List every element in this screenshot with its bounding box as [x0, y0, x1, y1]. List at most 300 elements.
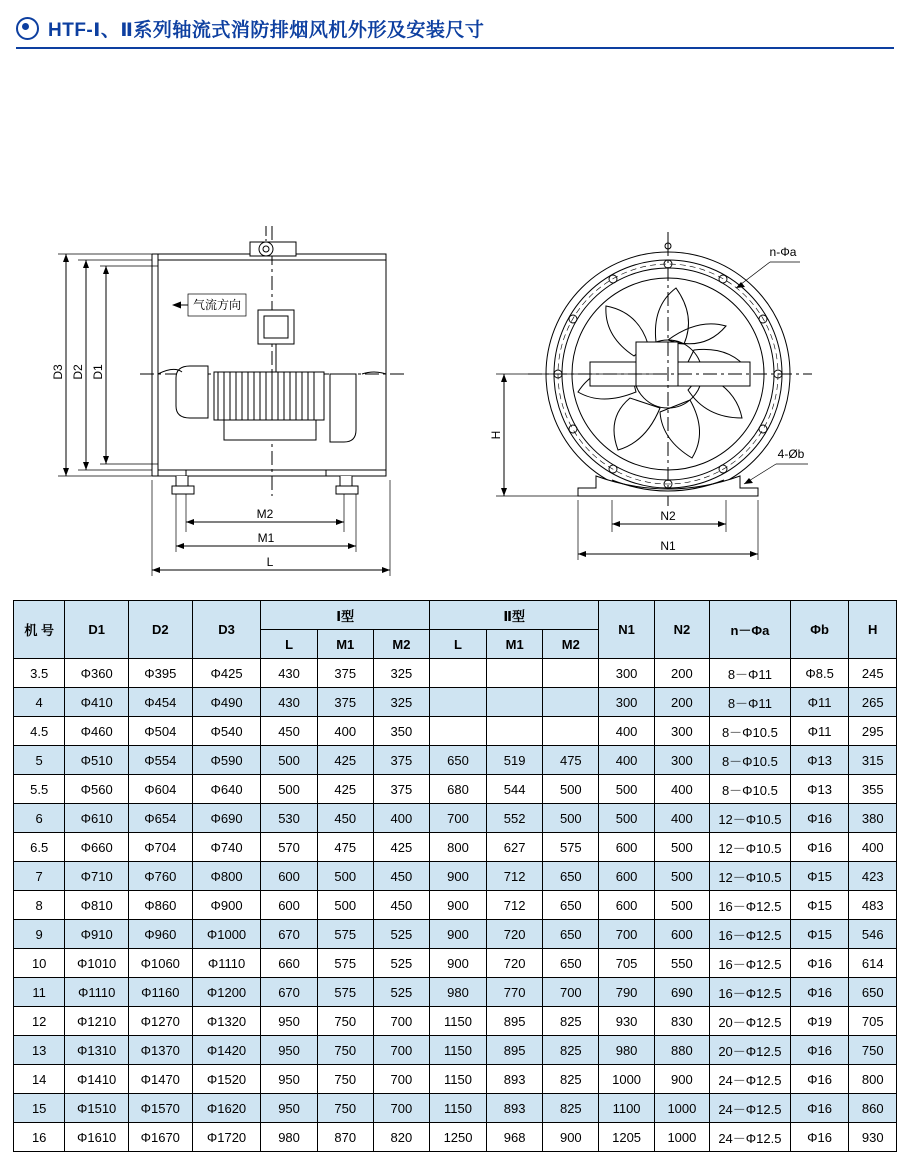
cell-n2: 400	[654, 804, 709, 833]
cell-n1: 1100	[599, 1094, 654, 1123]
cell-n1: 400	[599, 717, 654, 746]
table-row	[14, 833, 897, 862]
cell-model: 12	[14, 1007, 65, 1036]
cell-h: 800	[849, 1065, 897, 1094]
cell-type1-l: 450	[261, 717, 317, 746]
cell-n2: 550	[654, 949, 709, 978]
cell-type2-m1: 552	[487, 804, 543, 833]
cell-n2: 200	[654, 688, 709, 717]
cell-d1: Φ1210	[65, 1007, 129, 1036]
cell-type2-m2: 650	[543, 949, 599, 978]
cell-n2: 200	[654, 659, 709, 688]
cell-type2-m1	[487, 659, 543, 688]
cell-type2-m1: 720	[487, 920, 543, 949]
cell-type1-m2: 525	[373, 978, 429, 1007]
table-row	[14, 978, 897, 1007]
cell-n1: 300	[599, 688, 654, 717]
cell-n2: 400	[654, 775, 709, 804]
cell-d1: Φ1310	[65, 1036, 129, 1065]
cell-d1: Φ1110	[65, 978, 129, 1007]
header-divider	[16, 47, 894, 49]
th-n2: N2	[654, 601, 709, 659]
cell-n2: 500	[654, 862, 709, 891]
cell-n2: 300	[654, 746, 709, 775]
cell-n-phi-a: 12－Φ10.5	[710, 804, 791, 833]
cell-n1: 930	[599, 1007, 654, 1036]
cell-phi-b: Φ16	[790, 949, 849, 978]
cell-h: 265	[849, 688, 897, 717]
cell-n1: 300	[599, 659, 654, 688]
cell-type1-l: 600	[261, 862, 317, 891]
cell-type1-l: 950	[261, 1094, 317, 1123]
cell-type2-l: 900	[429, 891, 486, 920]
cell-type1-l: 660	[261, 949, 317, 978]
cell-n2: 690	[654, 978, 709, 1007]
cell-h: 750	[849, 1036, 897, 1065]
cell-n1: 705	[599, 949, 654, 978]
dim-m2-label: M2	[256, 507, 274, 521]
cell-type2-l: 700	[429, 804, 486, 833]
cell-type2-m1: 895	[487, 1036, 543, 1065]
dim-d3-label: D3	[51, 364, 65, 380]
cell-phi-b: Φ15	[790, 891, 849, 920]
cell-d1: Φ410	[65, 688, 129, 717]
cell-type2-m2	[543, 717, 599, 746]
cell-type1-m1: 425	[317, 775, 373, 804]
table-row	[14, 920, 897, 949]
th-d2: D2	[128, 601, 192, 659]
table-row	[14, 1036, 897, 1065]
cell-h: 614	[849, 949, 897, 978]
cell-type1-m2: 325	[373, 688, 429, 717]
cell-type2-l: 900	[429, 862, 486, 891]
cell-n1: 700	[599, 920, 654, 949]
cell-model: 11	[14, 978, 65, 1007]
th-type1-m2: M2	[373, 630, 429, 659]
cell-model: 8	[14, 891, 65, 920]
cell-type1-l: 980	[261, 1123, 317, 1152]
cell-model: 4	[14, 688, 65, 717]
cell-d3: Φ425	[192, 659, 261, 688]
cell-type2-m2: 825	[543, 1065, 599, 1094]
cell-h: 705	[849, 1007, 897, 1036]
cell-n1: 500	[599, 804, 654, 833]
cell-type2-m1	[487, 688, 543, 717]
cell-type1-m2: 375	[373, 775, 429, 804]
cell-d2: Φ860	[128, 891, 192, 920]
cell-d2: Φ1160	[128, 978, 192, 1007]
cell-type2-m2	[543, 659, 599, 688]
cell-h: 245	[849, 659, 897, 688]
cell-type1-l: 950	[261, 1007, 317, 1036]
cell-model: 4.5	[14, 717, 65, 746]
cell-n2: 500	[654, 833, 709, 862]
cell-d2: Φ1470	[128, 1065, 192, 1094]
cell-type1-m2: 425	[373, 833, 429, 862]
cell-type1-m2: 450	[373, 891, 429, 920]
cell-d2: Φ760	[128, 862, 192, 891]
cell-n2: 880	[654, 1036, 709, 1065]
cell-n-phi-a: 8－Φ11	[710, 659, 791, 688]
table-row	[14, 659, 897, 688]
th-h: H	[849, 601, 897, 659]
cell-type1-m1: 575	[317, 978, 373, 1007]
th-type1-m1: M1	[317, 630, 373, 659]
cell-d1: Φ1410	[65, 1065, 129, 1094]
cell-n-phi-a: 8－Φ10.5	[710, 775, 791, 804]
cell-model: 5.5	[14, 775, 65, 804]
technical-drawing	[0, 56, 910, 596]
cell-n-phi-a: 12－Φ10.5	[710, 833, 791, 862]
cell-n2: 1000	[654, 1123, 709, 1152]
cell-n1: 500	[599, 775, 654, 804]
table-row	[14, 1065, 897, 1094]
table-row	[14, 746, 897, 775]
dim-l-label: L	[266, 555, 274, 569]
cell-type2-l: 1150	[429, 1036, 486, 1065]
cell-type1-m2: 525	[373, 949, 429, 978]
dim-h-label: H	[489, 430, 503, 440]
cell-phi-b: Φ16	[790, 1123, 849, 1152]
page-title: HTF-Ⅰ、Ⅱ系列轴流式消防排烟风机外形及安装尺寸	[48, 20, 485, 41]
cell-d1: Φ610	[65, 804, 129, 833]
cell-d2: Φ504	[128, 717, 192, 746]
cell-h: 483	[849, 891, 897, 920]
table-row	[14, 717, 897, 746]
cell-type2-m1: 519	[487, 746, 543, 775]
cell-type1-l: 430	[261, 659, 317, 688]
cell-type2-m1: 712	[487, 862, 543, 891]
cell-n2: 830	[654, 1007, 709, 1036]
cell-d2: Φ395	[128, 659, 192, 688]
cell-h: 315	[849, 746, 897, 775]
cell-n1: 1205	[599, 1123, 654, 1152]
table-row	[14, 688, 897, 717]
cell-type2-m1: 712	[487, 891, 543, 920]
cell-d3: Φ540	[192, 717, 261, 746]
cell-d2: Φ1570	[128, 1094, 192, 1123]
cell-type2-l: 900	[429, 920, 486, 949]
cell-type2-m2	[543, 688, 599, 717]
cell-type1-m1: 500	[317, 891, 373, 920]
cell-phi-b: Φ16	[790, 1036, 849, 1065]
cell-n2: 600	[654, 920, 709, 949]
cell-type1-m2: 375	[373, 746, 429, 775]
cell-n1: 600	[599, 833, 654, 862]
th-type2-l: L	[429, 630, 486, 659]
cell-type1-m1: 475	[317, 833, 373, 862]
cell-d2: Φ604	[128, 775, 192, 804]
cell-type1-m2: 350	[373, 717, 429, 746]
cell-type2-m2: 475	[543, 746, 599, 775]
cell-n-phi-a: 20－Φ12.5	[710, 1036, 791, 1065]
cell-n-phi-a: 12－Φ10.5	[710, 862, 791, 891]
cell-type1-m2: 820	[373, 1123, 429, 1152]
table-row	[14, 775, 897, 804]
table-row	[14, 891, 897, 920]
table-row	[14, 862, 897, 891]
cell-d3: Φ1520	[192, 1065, 261, 1094]
cell-type1-l: 530	[261, 804, 317, 833]
airflow-label: 气流方向	[192, 298, 242, 312]
cell-d1: Φ360	[65, 659, 129, 688]
cell-type2-m2: 700	[543, 978, 599, 1007]
table-row	[14, 1123, 897, 1152]
cell-d3: Φ740	[192, 833, 261, 862]
cell-type2-l: 1250	[429, 1123, 486, 1152]
cell-n-phi-a: 8－Φ10.5	[710, 717, 791, 746]
cell-n1: 600	[599, 891, 654, 920]
dim-n1-label: N1	[660, 539, 676, 553]
cell-type2-m2: 900	[543, 1123, 599, 1152]
table-row	[14, 1094, 897, 1123]
cell-type1-l: 500	[261, 746, 317, 775]
dim-m1-label: M1	[257, 531, 275, 545]
cell-type1-m1: 375	[317, 688, 373, 717]
cell-type1-m1: 500	[317, 862, 373, 891]
dimensions-table	[13, 600, 897, 1152]
cell-d1: Φ660	[65, 833, 129, 862]
cell-model: 3.5	[14, 659, 65, 688]
cell-model: 7	[14, 862, 65, 891]
cell-phi-b: Φ13	[790, 775, 849, 804]
cell-model: 16	[14, 1123, 65, 1152]
cell-n2: 900	[654, 1065, 709, 1094]
cell-d1: Φ510	[65, 746, 129, 775]
cell-n-phi-a: 16－Φ12.5	[710, 891, 791, 920]
cell-d3: Φ640	[192, 775, 261, 804]
cell-h: 423	[849, 862, 897, 891]
th-type1: Ⅰ型	[261, 601, 430, 630]
cell-d2: Φ1670	[128, 1123, 192, 1152]
cell-type1-m1: 870	[317, 1123, 373, 1152]
cell-model: 15	[14, 1094, 65, 1123]
th-type2: Ⅱ型	[429, 601, 598, 630]
cell-model: 6.5	[14, 833, 65, 862]
callout-4-phi-b: 4-Øb	[777, 447, 805, 461]
cell-phi-b: Φ8.5	[790, 659, 849, 688]
cell-type2-l: 650	[429, 746, 486, 775]
cell-d2: Φ1370	[128, 1036, 192, 1065]
cell-type2-l: 1150	[429, 1094, 486, 1123]
cell-h: 650	[849, 978, 897, 1007]
cell-d1: Φ1610	[65, 1123, 129, 1152]
cell-type1-l: 670	[261, 978, 317, 1007]
cell-h: 380	[849, 804, 897, 833]
th-type1-l: L	[261, 630, 317, 659]
drawing-svg	[0, 56, 910, 596]
table-row	[14, 1007, 897, 1036]
cell-n1: 790	[599, 978, 654, 1007]
cell-type1-l: 430	[261, 688, 317, 717]
cell-type2-m1: 893	[487, 1065, 543, 1094]
page-header	[0, 0, 910, 52]
table-body	[14, 659, 897, 1152]
cell-type2-l: 980	[429, 978, 486, 1007]
cell-d2: Φ704	[128, 833, 192, 862]
cell-type2-l: 1150	[429, 1007, 486, 1036]
th-type2-m1: M1	[487, 630, 543, 659]
cell-d3: Φ1420	[192, 1036, 261, 1065]
cell-h: 355	[849, 775, 897, 804]
cell-d1: Φ560	[65, 775, 129, 804]
cell-phi-b: Φ16	[790, 804, 849, 833]
cell-type2-m1: 968	[487, 1123, 543, 1152]
cell-model: 14	[14, 1065, 65, 1094]
cell-type2-m1: 895	[487, 1007, 543, 1036]
cell-h: 295	[849, 717, 897, 746]
cell-type2-l	[429, 659, 486, 688]
cell-phi-b: Φ16	[790, 978, 849, 1007]
cell-phi-b: Φ13	[790, 746, 849, 775]
cell-d2: Φ554	[128, 746, 192, 775]
cell-d1: Φ1510	[65, 1094, 129, 1123]
cell-type1-m2: 525	[373, 920, 429, 949]
cell-model: 6	[14, 804, 65, 833]
cell-model: 10	[14, 949, 65, 978]
cell-d2: Φ1060	[128, 949, 192, 978]
table-header-row-1	[14, 601, 897, 630]
cell-type1-l: 670	[261, 920, 317, 949]
cell-d3: Φ1320	[192, 1007, 261, 1036]
cell-type2-l	[429, 717, 486, 746]
cell-model: 5	[14, 746, 65, 775]
cell-type1-m1: 750	[317, 1007, 373, 1036]
cell-d3: Φ1620	[192, 1094, 261, 1123]
cell-type2-m1: 770	[487, 978, 543, 1007]
cell-type1-m2: 700	[373, 1065, 429, 1094]
cell-type1-l: 950	[261, 1036, 317, 1065]
cell-d1: Φ1010	[65, 949, 129, 978]
callout-n-phi-a: n-Φa	[769, 245, 797, 259]
cell-d3: Φ1200	[192, 978, 261, 1007]
cell-type2-l: 800	[429, 833, 486, 862]
dim-n2-label: N2	[660, 509, 676, 523]
th-d3: D3	[192, 601, 261, 659]
th-n-phi-a: n－Φa	[710, 601, 791, 659]
cell-n2: 500	[654, 891, 709, 920]
cell-type2-m2: 575	[543, 833, 599, 862]
cell-type2-m1: 544	[487, 775, 543, 804]
cell-d2: Φ654	[128, 804, 192, 833]
cell-n1: 1000	[599, 1065, 654, 1094]
cell-phi-b: Φ16	[790, 1065, 849, 1094]
cell-phi-b: Φ11	[790, 688, 849, 717]
cell-h: 860	[849, 1094, 897, 1123]
cell-n-phi-a: 16－Φ12.5	[710, 949, 791, 978]
cell-type2-l: 680	[429, 775, 486, 804]
cell-model: 9	[14, 920, 65, 949]
cell-model: 13	[14, 1036, 65, 1065]
cell-d3: Φ690	[192, 804, 261, 833]
cell-d3: Φ590	[192, 746, 261, 775]
cell-type2-m2: 500	[543, 804, 599, 833]
cell-d2: Φ960	[128, 920, 192, 949]
cell-d3: Φ1720	[192, 1123, 261, 1152]
cell-n-phi-a: 16－Φ12.5	[710, 920, 791, 949]
cell-n-phi-a: 24－Φ12.5	[710, 1123, 791, 1152]
cell-type2-m2: 825	[543, 1094, 599, 1123]
cell-d3: Φ800	[192, 862, 261, 891]
cell-d3: Φ1110	[192, 949, 261, 978]
cell-type1-l: 570	[261, 833, 317, 862]
cell-n-phi-a: 24－Φ12.5	[710, 1065, 791, 1094]
cell-type1-m1: 450	[317, 804, 373, 833]
cell-type1-m2: 400	[373, 804, 429, 833]
dim-d1-label: D1	[91, 364, 105, 380]
cell-type1-m2: 450	[373, 862, 429, 891]
target-logo-icon	[16, 17, 39, 40]
cell-type2-m2: 650	[543, 920, 599, 949]
cell-type2-m2: 650	[543, 862, 599, 891]
cell-type1-m1: 575	[317, 920, 373, 949]
cell-phi-b: Φ16	[790, 833, 849, 862]
cell-d3: Φ900	[192, 891, 261, 920]
cell-type2-m1: 627	[487, 833, 543, 862]
cell-n1: 980	[599, 1036, 654, 1065]
cell-d3: Φ1000	[192, 920, 261, 949]
cell-type2-l: 1150	[429, 1065, 486, 1094]
cell-n2: 1000	[654, 1094, 709, 1123]
cell-d1: Φ460	[65, 717, 129, 746]
cell-type1-m2: 325	[373, 659, 429, 688]
cell-type1-l: 600	[261, 891, 317, 920]
cell-h: 930	[849, 1123, 897, 1152]
th-type2-m2: M2	[543, 630, 599, 659]
cell-type1-m1: 400	[317, 717, 373, 746]
cell-d2: Φ454	[128, 688, 192, 717]
cell-d1: Φ910	[65, 920, 129, 949]
cell-n-phi-a: 20－Φ12.5	[710, 1007, 791, 1036]
cell-type1-m2: 700	[373, 1094, 429, 1123]
cell-type1-m1: 750	[317, 1094, 373, 1123]
cell-n1: 600	[599, 862, 654, 891]
cell-type1-m2: 700	[373, 1007, 429, 1036]
cell-type1-m1: 750	[317, 1036, 373, 1065]
cell-type2-m1: 720	[487, 949, 543, 978]
cell-h: 400	[849, 833, 897, 862]
dimensions-table-wrap	[13, 600, 897, 1152]
cell-n-phi-a: 8－Φ10.5	[710, 746, 791, 775]
cell-type1-m1: 375	[317, 659, 373, 688]
cell-phi-b: Φ19	[790, 1007, 849, 1036]
cell-phi-b: Φ16	[790, 1094, 849, 1123]
cell-n-phi-a: 24－Φ12.5	[710, 1094, 791, 1123]
cell-type1-m1: 425	[317, 746, 373, 775]
cell-type1-l: 950	[261, 1065, 317, 1094]
dim-d2-label: D2	[71, 364, 85, 380]
cell-h: 546	[849, 920, 897, 949]
cell-n-phi-a: 8－Φ11	[710, 688, 791, 717]
table-row	[14, 949, 897, 978]
cell-d1: Φ710	[65, 862, 129, 891]
cell-type2-m1: 893	[487, 1094, 543, 1123]
cell-phi-b: Φ11	[790, 717, 849, 746]
cell-d2: Φ1270	[128, 1007, 192, 1036]
cell-type2-m2: 500	[543, 775, 599, 804]
cell-type1-m1: 750	[317, 1065, 373, 1094]
cell-type2-l	[429, 688, 486, 717]
cell-n-phi-a: 16－Φ12.5	[710, 978, 791, 1007]
cell-d1: Φ810	[65, 891, 129, 920]
table-row	[14, 804, 897, 833]
cell-phi-b: Φ15	[790, 920, 849, 949]
cell-type2-m2: 825	[543, 1036, 599, 1065]
cell-d3: Φ490	[192, 688, 261, 717]
cell-n2: 300	[654, 717, 709, 746]
th-model: 机 号	[14, 601, 65, 659]
th-phi-b: Φb	[790, 601, 849, 659]
